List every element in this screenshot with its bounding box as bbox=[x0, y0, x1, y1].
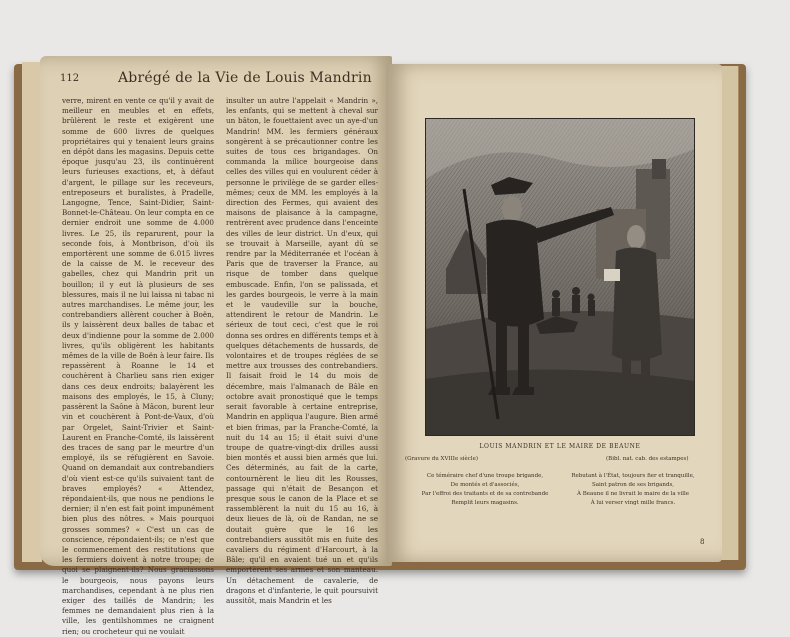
verse-line: Rebutant à l'État, toujours fier et tranquille, bbox=[571, 473, 695, 479]
verse-line: Ce téméraire chef d'une troupe brigande, bbox=[426, 473, 544, 479]
left-page-column-1: verre, mirent en vente ce qu'il y avait de meilleur en meubles et en effets, brûlèrent le reste et exigèrent une somme de 600 livres de quelques propriétaires qui y tenaient leurs grains en dépôt dans les magasins. Depuis cette époque jusqu'au 23, ils continuèrent leurs furieuses exactions, et, à défaut d'argent, le pillage sur les receveurs, entreposeurs et buralistes, à Pradelle, Langogne, Tence, Saint-Didier, Saint-Bonnet-le-Château. On leur compta en ce dernier endroit une somme de 4.000 livres. Le 25, ils reparurent, pour la seconde fois, à Montbrison, d'où ils emportèrent une somme de 6.015 livres de la caisse de M. le receveur des gabelles, chez qui Mandrin prit un bouillon; il y eut là plusieurs de ses blessures, mais il ne lui laissa ni tabac ni autres marchandises. Le même jour, les contrebandiers allèrent coucher à Boën, ils y laissèrent deux balles de tabac et deux d'indienne pour la somme de 2.000 livres, qu'ils obligèrent les habitants mêmes de la ville de Boën à leur faire. Ils repassèrent à Roanne le 14 et couchèrent à Charlieu sans rien exiger dans ces deux endroits; balayèrent les maisons des employés, le 15, à Cluny; passèrent la Saône à Mâcon, burent leur vin et couchèrent à Pont-de-Vaux, d'où par Orgelet, Saint-Trivier et Saint-Laurent en Franche-Comté, ils laissèrent des traces de sang par le meurtre d'un employé, ils se réfugièrent en Savoie. Quand on demandait aux contrebandiers d'où vient est-ce qu'ils suivaient tant de braves employés? « Attendez, répondaient-ils, que nous ne pendions le dernier; il n'en est fait point impunément bien plus des nôtres. » Mais pourquoi grosses sommes? « C'est un cas de conscience, répondaient-ils; ce n'est que le commencement des restitutions que les fermiers doivent à notre troupe; de quoi se plaignent-ils? Nous graciassons le bourgeois, nous payons leurs marchandises, cependant à ne plus rien exiger des taillés de Mandrin; les femmes ne demandaient plus rien à la ville, les gentilshommes ne craignent rien; ou crocheteur qui ne voulait bbox=[62, 96, 214, 636]
illustration-caption-source-left: (Gravure du XVIIIe siècle) bbox=[405, 456, 479, 462]
engraving-illustration bbox=[425, 118, 695, 436]
running-head bbox=[60, 70, 380, 92]
left-page-column-2: insulter un autre l'appelait « Mandrin », les enfants, qui se mettent à cheval sur un bâton, le fouettaient avec un aye-d'un Mandrin! MM. les fermiers généraux songèrent à se précautionner contre les suites de tous ces brigandages. On commanda la milice bourgeoise dans celles des villes qui en voulurent céder à personne le privilège de se garder elles-mêmes; ceux de MM. les employés à la direction des Fermes, qui avaient des maisons de plaisance à la campagne, rentrèrent avec prudence dans l'enceinte des villes de leur district. Un d'eux, qui se trouvait à Marseille, ayant dû se rendre par la Méditerranée et l'océan à Paris que de traverser la France, au risque de tomber dans quelque embuscade. Enfin, l'on se palissada, et les gardes bourgeois, le verre à la main et le vaudeville sur la bouche, attendirent le retour de Mandrin. Le sérieux de tout ceci, c'est que le roi donna ses ordres en différents temps et à quelques détachements de hussards, de volontaires et de troupes réglées de se mettre aux trousses des contrebandiers. Il faisait froid le 14 du mois de décembre, mais l'almanach de Bâle en octobre avait pronostiqué que le temps serait favorable à certaine entreprise, Mandrin en appliqua l'augure. Bien armé et bien frimas, par la Franche-Comté, la nuit du 14 au 15; il était suivi d'une troupe de quatre-vingt-dix drilles aussi bien montés et aussi bien armés que lui. Ces déterminés, au fait de la carte, contournèrent le lieu dit les Rousses, passage qui n'était de Besançon et presque sous le canon de la Place et se rassemblèrent la nuit du 15 au 16, à deux lieues de là, où de Randan, ne se doutait guère que le 16 les contrebandiers aussitôt mis en fuite des cavaliers du régiment d'Harcourt, à la Bâle; qu'il en avaient tué un et qu'ils emportèrent ses armes et son manteau. Un détachement de cavalerie, de dragons et d'infanterie, le quit poursuivit aussitôt, mais Mandrin et les bbox=[226, 96, 378, 605]
verse-line: Remplit leurs magasins. bbox=[451, 500, 519, 506]
signature-mark: 8 bbox=[700, 538, 705, 546]
illustration-caption-title: LOUIS MANDRIN ET LE MAIRE DE BEAUNE bbox=[479, 443, 641, 450]
verse-line: À lui verser vingt mille francs. bbox=[590, 500, 676, 506]
illustration-caption-source-right: (Bibl. nat. cab. des estampes) bbox=[606, 456, 689, 462]
verse-line: Saint patron de ses brigands, bbox=[591, 482, 675, 488]
verse-line: De montés et d'associés, bbox=[450, 482, 520, 488]
running-title: Abrégé de la Vie de Louis Mandrin bbox=[118, 70, 372, 86]
left-page-stack-edge bbox=[22, 62, 42, 562]
verse-line: Par l'effroi des traitants et de sa contrebande bbox=[421, 491, 549, 497]
caption-verse-left bbox=[414, 472, 556, 508]
caption-verse-right bbox=[562, 472, 704, 508]
verse-line: À Beaune il ne livrait le maire de la ville bbox=[576, 491, 690, 497]
page-number: 112 bbox=[60, 73, 80, 84]
